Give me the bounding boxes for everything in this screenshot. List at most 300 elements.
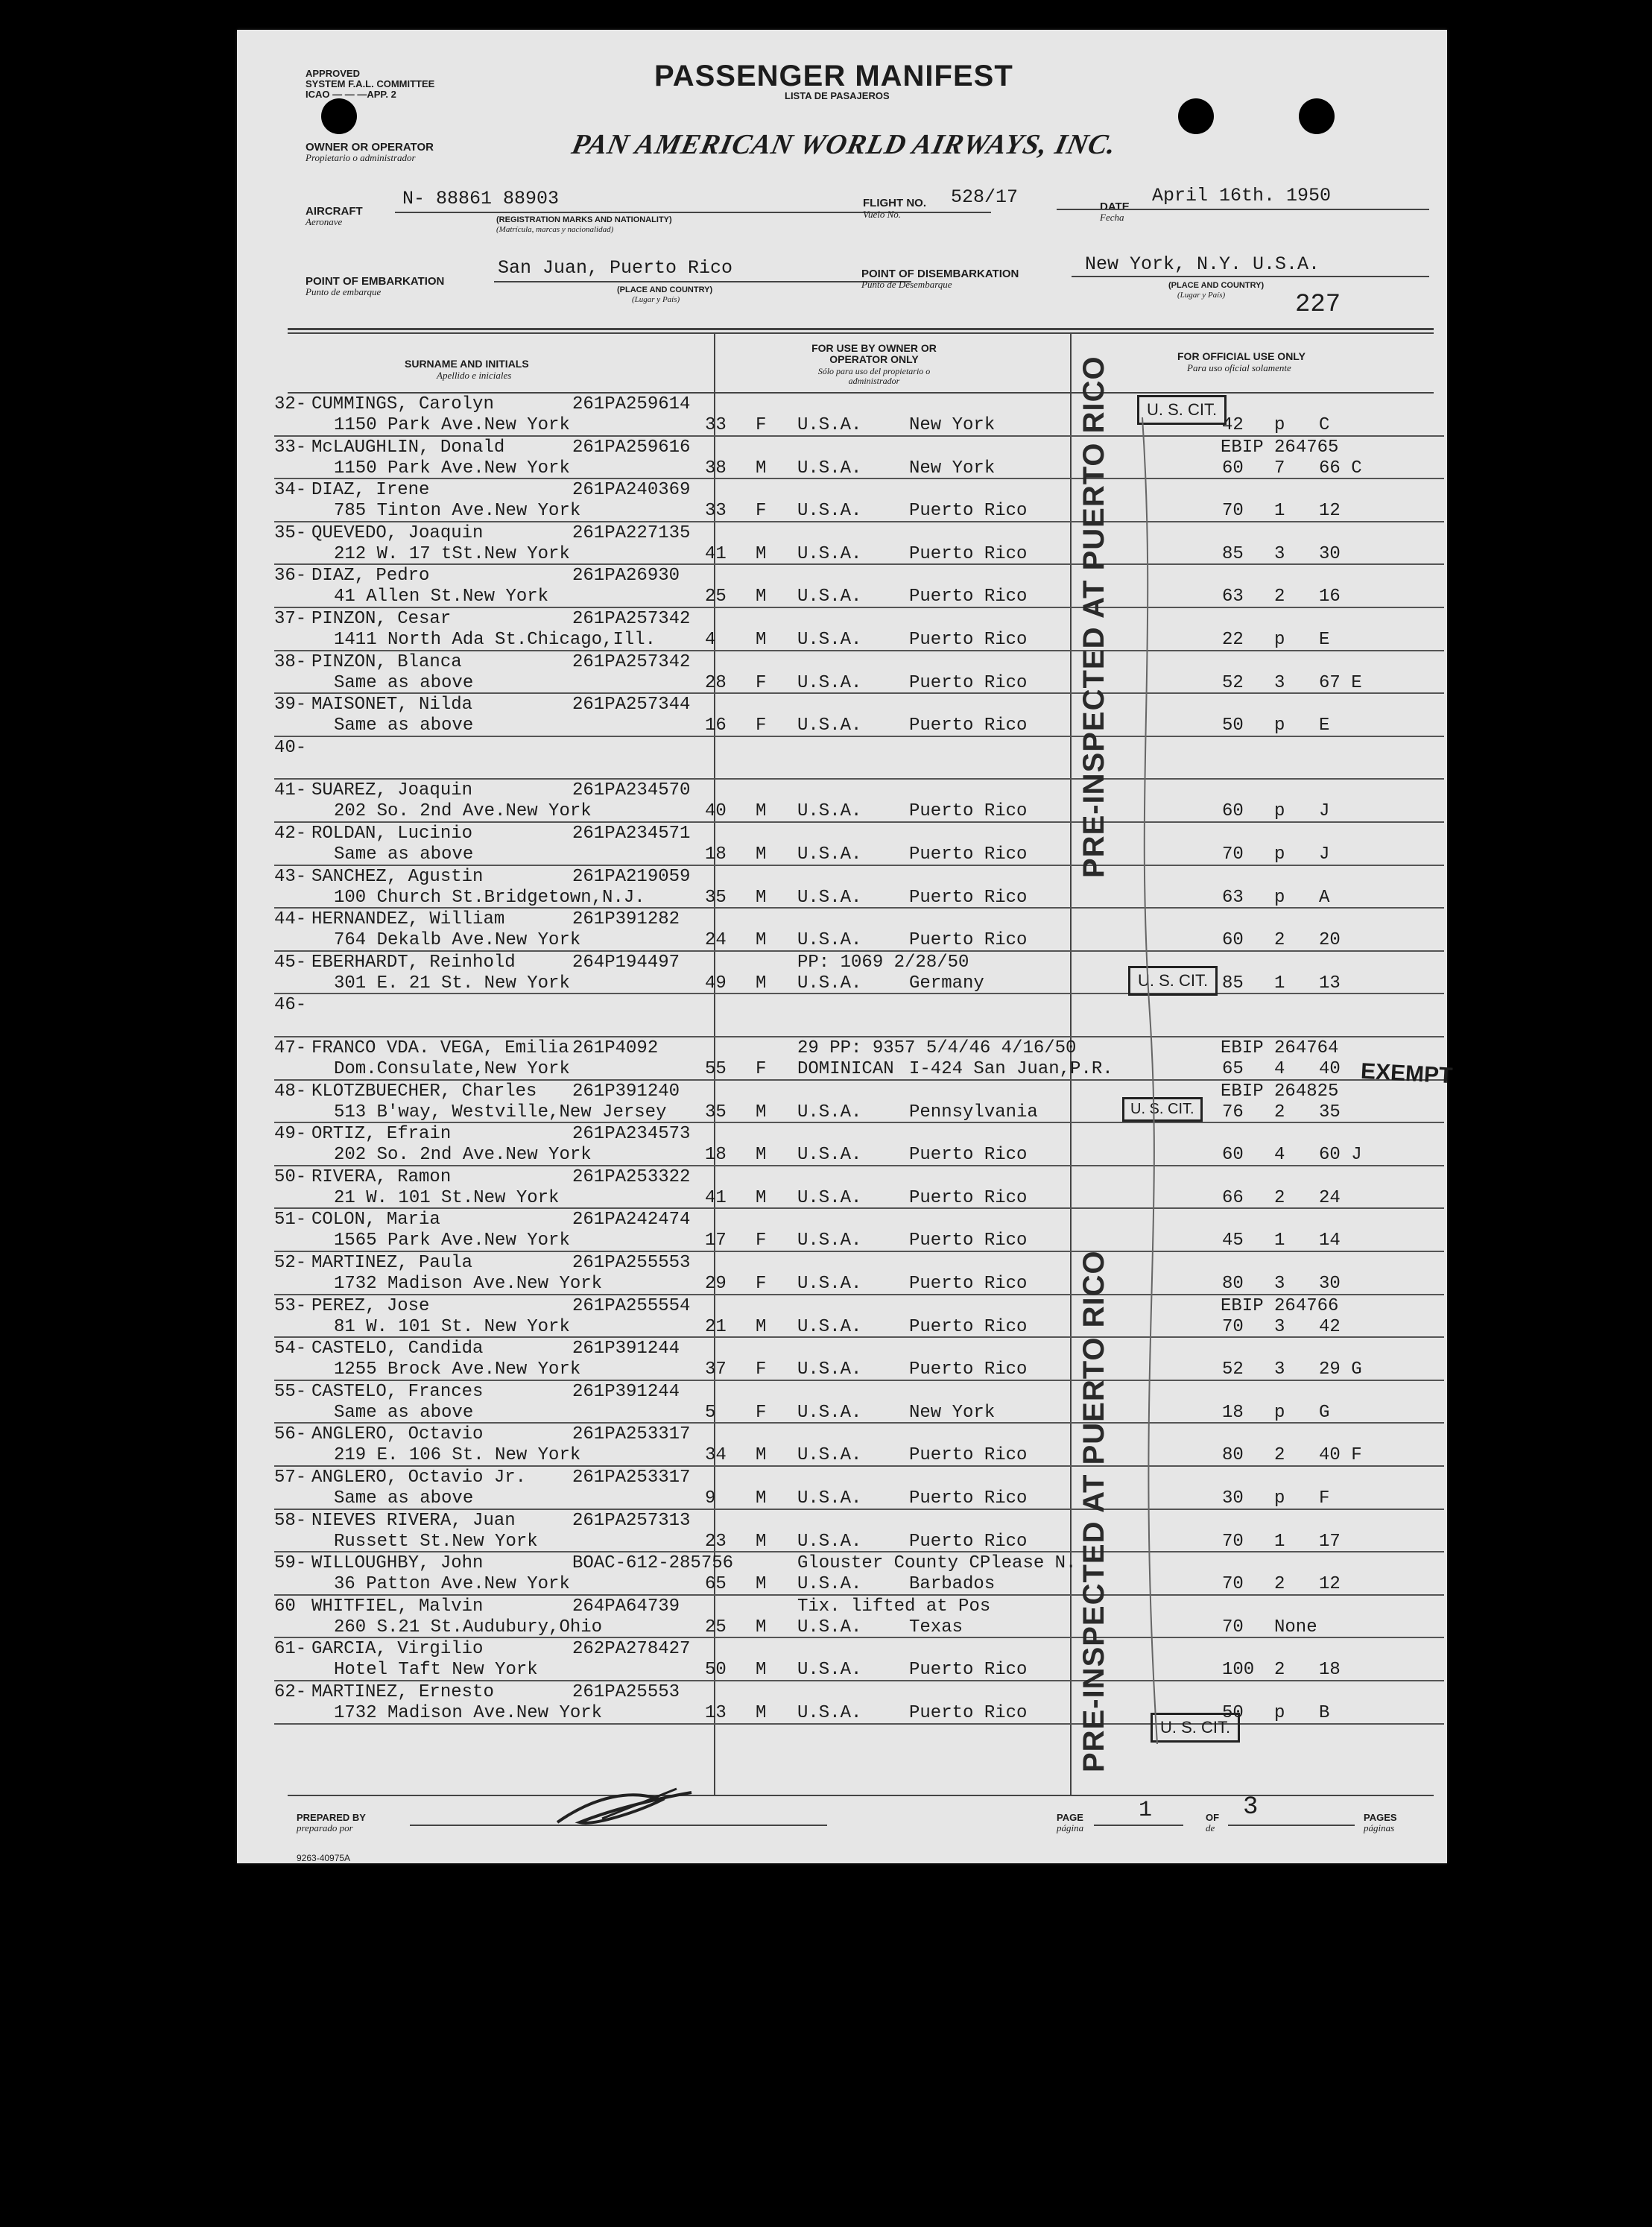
cell-a: 85 [1222,543,1244,564]
cell-sex: M [756,1531,767,1552]
cell-age: 25 [705,1617,727,1637]
cell-nat: U.S.A. [797,1574,862,1595]
cell-c: 14 [1319,1231,1341,1251]
cell-b: p [1274,844,1285,865]
flight-label: FLIGHT NO. [863,197,926,209]
cell-dest: Puerto Rico [909,1660,1028,1681]
cell-no: 60 [274,1596,296,1617]
cell-sex: M [756,1488,767,1509]
cell-b: 1 [1274,973,1285,994]
cell-age: 41 [705,543,727,564]
cell-sex: M [756,1187,767,1208]
signature [550,1781,699,1833]
table-row [237,1252,1447,1295]
cell-b: 3 [1274,1359,1285,1380]
cell-age: 34 [705,1445,727,1466]
cell-a: 70 [1222,501,1244,522]
icao-label: ICAO — — —APP. 2 [306,89,396,100]
cell-b: p [1274,1703,1285,1723]
cell-addr: 202 So. 2nd Ave.New York [334,801,592,822]
table-row [237,394,1447,436]
cell-c: 40 [1319,1059,1341,1079]
table-row [237,1123,1447,1166]
cell-sex: M [756,1316,767,1337]
cell-addr: 1732 Madison Ave.New York [334,1274,603,1294]
cell-age: 17 [705,1231,727,1251]
cell-note: PP: 1069 2/28/50 [797,952,969,973]
cell-b: 2 [1274,1187,1285,1208]
cell-dest: New York [909,458,996,478]
cell-b: 2 [1274,930,1285,951]
cell-note: 29 PP: 9357 5/4/46 4/16/50 [797,1038,1077,1058]
cell-sex: F [756,1402,767,1423]
cell-age: 24 [705,930,727,951]
flight-label-es: Vuelo No. [863,209,902,220]
cell-addr: Russett St.New York [334,1531,538,1552]
cell-ticket: 261PA25553 [572,1682,680,1702]
cell-age: 29 [705,1274,727,1294]
cell-age: 49 [705,973,727,994]
cell-b: p [1274,716,1285,736]
cell-b: 3 [1274,672,1285,693]
cell-sex: F [756,672,767,693]
cell-a: 30 [1222,1488,1244,1509]
cell-b: 3 [1274,1316,1285,1337]
cell-nat: U.S.A. [797,1402,862,1423]
cell-nat: U.S.A. [797,1231,862,1251]
cell-ticket: 261PA253317 [572,1468,691,1488]
cell-dest: Puerto Rico [909,501,1028,522]
cell-b: 2 [1274,1102,1285,1122]
of-label-es: de [1206,1822,1215,1833]
cell-c: 13 [1319,973,1341,994]
cell-ticket: 261PA219059 [572,866,691,887]
cell-addr: 764 Dekalb Ave.New York [334,930,581,951]
cell-ticket: 261PA227135 [572,522,691,543]
cell-ticket: 261PA257342 [572,609,691,629]
cell-addr: 21 W. 101 St.New York [334,1187,560,1208]
cell-name: PINZON, Cesar [311,609,452,629]
table-row [237,866,1447,909]
cell-age: 33 [705,501,727,522]
cell-a: 70 [1222,1531,1244,1552]
cell-no: 33- [274,437,307,458]
cell-ticket: BOAC-612-285756 [572,1553,734,1574]
cell-no: 56- [274,1424,307,1445]
table-row [237,479,1447,522]
cell-sex: M [756,1574,767,1595]
cell-age: 35 [705,1102,727,1122]
cell-b: 1 [1274,501,1285,522]
cell-no: 35- [274,522,307,543]
cell-dest: Puerto Rico [909,543,1028,564]
approved-label: APPROVED [306,68,360,79]
cell-a: 70 [1222,844,1244,865]
cell-dest: Puerto Rico [909,1316,1028,1337]
cell-ticket: 261P391240 [572,1081,680,1102]
date-label: DATE [1100,200,1130,213]
cell-age: 40 [705,801,727,822]
cell-nat: U.S.A. [797,1617,862,1637]
cell-a: 63 [1222,587,1244,607]
cell-nat: U.S.A. [797,887,862,908]
cell-no: 37- [274,609,307,629]
cell-nat: U.S.A. [797,1274,862,1294]
cell-nat: U.S.A. [797,458,862,478]
cell-ticket: 261PA257344 [572,695,691,716]
cell-c: 40 F [1319,1445,1362,1466]
cell-name: McLAUGHLIN, Donald [311,437,505,458]
cell-no: 61- [274,1639,307,1660]
cell-age: 5 [705,1402,716,1423]
cell-a: 45 [1222,1231,1244,1251]
disembark-value: New York, N.Y. U.S.A. [1085,253,1320,275]
cell-name: CUMMINGS, Carolyn [311,394,494,414]
cell-nat: U.S.A. [797,415,862,435]
cell-dest: Pennsylvania [909,1102,1038,1122]
cell-dest: Puerto Rico [909,1187,1028,1208]
cell-a: 52 [1222,1359,1244,1380]
cell-no: 59- [274,1553,307,1574]
page-label-es: página [1057,1822,1084,1833]
operator-name: PAN AMERICAN WORLD AIRWAYS, INC. [569,129,1120,160]
table-row [237,608,1447,651]
cell-c: C [1319,415,1330,435]
cell-nat: U.S.A. [797,1660,862,1681]
cell-a: 22 [1222,630,1244,650]
cell-a: 80 [1222,1274,1244,1294]
table-row [237,1552,1447,1595]
disembark-label: POINT OF DISEMBARKATION [861,268,1019,280]
cell-dest: I-424 San Juan,P.R. [909,1059,1113,1079]
cell-addr: 100 Church St.Bridgetown,N.J. [334,887,645,908]
cell-age: 33 [705,415,727,435]
cell-addr: 219 E. 106 St. New York [334,1445,581,1466]
pages-label: PAGES [1364,1812,1397,1823]
cell-sex: M [756,630,767,650]
cell-name: SUAREZ, Joaquin [311,780,473,801]
cell-dest: Puerto Rico [909,1274,1028,1294]
cell-ticket: 261PA255553 [572,1253,691,1273]
cell-nat: U.S.A. [797,1187,862,1208]
cell-b: 7 [1274,458,1285,478]
cell-addr: 202 So. 2nd Ave.New York [334,1145,592,1166]
cell-sex: F [756,716,767,736]
cell-nat: U.S.A. [797,501,862,522]
cell-sex: M [756,543,767,564]
cell-b: 4 [1274,1059,1285,1079]
cell-ticket: 261P391244 [572,1381,680,1402]
punch-hole [1299,98,1335,134]
cell-sex: M [756,1703,767,1723]
cell-addr: 1150 Park Ave.New York [334,415,570,435]
cell-age: 55 [705,1059,727,1079]
column-header-surname: SURNAME AND INITIALS [405,358,529,370]
cell-no: 43- [274,866,307,887]
cell-dest: Puerto Rico [909,716,1028,736]
prepared-by-label-es: preparado por [297,1822,353,1833]
cell-c: 12 [1319,1574,1341,1595]
cell-c: E [1319,630,1330,650]
cell-no: 47- [274,1038,307,1058]
cell-name: COLON, Maria [311,1210,440,1231]
cell-no: 36- [274,566,307,587]
cell-sex: M [756,973,767,994]
cell-no: 62- [274,1682,307,1702]
cell-nat: U.S.A. [797,716,862,736]
cell-c: 18 [1319,1660,1341,1681]
cell-addr: Hotel Taft New York [334,1660,538,1681]
table-row [237,565,1447,607]
date-label-es: Fecha [1100,212,1124,223]
cell-age: 18 [705,1145,727,1166]
cell-addr: Same as above [334,844,474,865]
cell-addr: 1565 Park Ave.New York [334,1231,570,1251]
cell-name: KLOTZBUECHER, Charles [311,1081,537,1102]
cell-dest: Puerto Rico [909,1488,1028,1509]
cell-a: 66 [1222,1187,1244,1208]
cell-sex: M [756,930,767,951]
cell-b: 4 [1274,1145,1285,1166]
cell-dest: Puerto Rico [909,887,1028,908]
punch-hole [1178,98,1214,134]
form-code: 9263-40975A [297,1853,351,1863]
table-row [237,780,1447,822]
manifest-page [237,30,1454,1863]
column-header-owner-use: FOR USE BY OWNER OR OPERATOR ONLY [811,342,937,365]
table-row [237,823,1447,865]
cell-dest: Puerto Rico [909,930,1028,951]
cell-sex: M [756,801,767,822]
table-row [237,1166,1447,1209]
cell-name: MARTINEZ, Ernesto [311,1682,494,1702]
cell-sex: M [756,887,767,908]
cell-addr: Dom.Consulate,New York [334,1059,570,1079]
cell-addr: 1411 North Ada St.Chicago,Ill. [334,630,656,650]
column-header-surname-es: Apellido e iniciales [437,370,512,381]
cell-dest: Puerto Rico [909,1145,1028,1166]
cell-ticket: 261PA26930 [572,566,680,587]
aircraft-label: AIRCRAFT [306,205,363,218]
cell-dest: Puerto Rico [909,672,1028,693]
cell-name: FRANCO VDA. VEGA, Emilia [311,1038,569,1058]
cell-a: 60 [1222,458,1244,478]
cell-name: HERNANDEZ, William [311,909,505,930]
cell-age: 13 [705,1703,727,1723]
cell-name: ORTIZ, Efrain [311,1124,452,1145]
cell-ebip: EBIP 264764 [1221,1038,1339,1058]
cell-ebip: EBIP 264765 [1221,437,1339,458]
cell-a: 60 [1222,930,1244,951]
cell-age: 9 [705,1488,716,1509]
table-row [237,1295,1447,1338]
cell-age: 16 [705,716,727,736]
cell-no: 51- [274,1210,307,1231]
table-row [237,522,1447,565]
cell-nat: DOMINICAN [797,1059,894,1079]
table-row [237,1209,1447,1251]
cell-b: p [1274,630,1285,650]
cell-nat: U.S.A. [797,1316,862,1337]
aircraft-value: N- 88861 88903 [402,188,560,209]
cell-addr: 1255 Brock Ave.New York [334,1359,581,1380]
cell-no: 45- [274,952,307,973]
us-cit-stamp: U. S. CIT. [1122,1097,1203,1122]
cell-name: MAISONET, Nilda [311,695,473,716]
cell-dest: Puerto Rico [909,1703,1028,1723]
cell-a: 60 [1222,801,1244,822]
pencil-line [1127,417,1172,1744]
cell-no: 46- [274,995,307,1016]
cell-nat: U.S.A. [797,672,862,693]
cell-no: 39- [274,695,307,716]
cell-c: 29 G [1319,1359,1362,1380]
cell-ticket: 261P4092 [572,1038,659,1058]
table-row [237,952,1447,994]
cell-c: 67 E [1319,672,1362,693]
us-cit-stamp: U. S. CIT. [1137,395,1227,425]
cell-b: p [1274,415,1285,435]
cell-b: p [1274,801,1285,822]
cell-no: 32- [274,394,307,414]
cell-addr: 81 W. 101 St. New York [334,1316,570,1337]
cell-ticket: 261P391282 [572,909,680,930]
cell-c: F [1319,1488,1330,1509]
cell-name: DIAZ, Pedro [311,566,430,587]
embark-label: POINT OF EMBARKATION [306,275,445,288]
cell-nat: U.S.A. [797,801,862,822]
table-row [237,994,1447,1037]
cell-addr: Same as above [334,716,474,736]
row-rule [274,1723,1444,1725]
table-row [237,1638,1447,1681]
cell-c: 12 [1319,501,1341,522]
cell-sex: F [756,415,767,435]
preinspected-stamp: PRE-INSPECTED AT PUERTO RICO [1077,1250,1110,1772]
cell-c: 30 [1319,543,1341,564]
table-row [237,437,1447,479]
table-row [237,1338,1447,1380]
table-row [237,694,1447,736]
cell-b: 3 [1274,543,1285,564]
cell-c: 66 C [1319,458,1362,478]
cell-sex: M [756,1660,767,1681]
cell-age: 37 [705,1359,727,1380]
column-header-official-use-es: Para uso oficial solamente [1187,362,1291,373]
cell-dest: Puerto Rico [909,844,1028,865]
page-number: 227 [1295,291,1341,319]
cell-name: CASTELO, Frances [311,1381,484,1402]
cell-dest: Puerto Rico [909,1231,1028,1251]
date-value: April 16th. 1950 [1152,185,1332,206]
cell-b: 1 [1274,1531,1285,1552]
table-row [237,1467,1447,1509]
prepared-by-label: PREPARED BY [297,1812,366,1823]
cell-age: 35 [705,887,727,908]
cell-sex: F [756,1274,767,1294]
cell-name: CASTELO, Candida [311,1339,484,1359]
cell-a: 18 [1222,1402,1244,1423]
cell-c: G [1319,1402,1330,1423]
cell-b: p [1274,1402,1285,1423]
cell-name: PINZON, Blanca [311,651,462,672]
cell-b: None [1274,1617,1317,1637]
cell-a: 70 [1222,1316,1244,1337]
cell-no: 48- [274,1081,307,1102]
registration-label-es: (Matrícula, marcas y nacionalidad) [496,225,614,234]
cell-addr: 260 S.21 St.Audubury,Ohio [334,1617,603,1637]
preinspected-stamp: PRE-INSPECTED AT PUERTO RICO [1077,356,1110,878]
cell-nat: U.S.A. [797,1359,862,1380]
cell-no: 55- [274,1381,307,1402]
cell-name: WILLOUGHBY, John [311,1553,484,1574]
of-label: OF [1206,1812,1220,1823]
cell-no: 54- [274,1339,307,1359]
cell-c: 17 [1319,1531,1341,1552]
cell-ticket: 261PA255554 [572,1295,691,1316]
place-label-2: (PLACE AND COUNTRY) [1168,281,1265,290]
cell-b: 2 [1274,1445,1285,1466]
exempt-stamp: EXEMPT [1360,1058,1454,1089]
cell-dest: Puerto Rico [909,801,1028,822]
table-row [237,651,1447,694]
cell-sex: M [756,458,767,478]
cell-dest: Puerto Rico [909,1531,1028,1552]
cell-b: 2 [1274,1574,1285,1595]
cell-sex: F [756,1059,767,1079]
cell-addr: 785 Tinton Ave.New York [334,501,581,522]
cell-dest: Puerto Rico [909,587,1028,607]
cell-ebip: EBIP 264825 [1221,1081,1339,1102]
registration-label: (REGISTRATION MARKS AND NATIONALITY) [496,215,672,224]
cell-sex: M [756,844,767,865]
cell-age: 23 [705,1531,727,1552]
cell-note: Tix. lifted at Pos [797,1596,991,1617]
table-row [237,1510,1447,1552]
cell-addr: 1732 Madison Ave.New York [334,1703,603,1723]
cell-dest: Germany [909,973,984,994]
cell-ebip: EBIP 264766 [1221,1295,1339,1316]
cell-ticket: 261PA259614 [572,394,691,414]
place-label: (PLACE AND COUNTRY) [617,285,713,294]
cell-addr: Same as above [334,1488,474,1509]
cell-dest: New York [909,1402,996,1423]
cell-a: 70 [1222,1574,1244,1595]
cell-ticket: 264PA64739 [572,1596,680,1617]
cell-no: 50- [274,1166,307,1187]
cell-no: 40- [274,737,307,758]
cell-addr: 212 W. 17 tSt.New York [334,543,570,564]
cell-c: 35 [1319,1102,1341,1122]
cell-nat: U.S.A. [797,1145,862,1166]
cell-c: J [1319,801,1330,822]
cell-addr: 1150 Park Ave.New York [334,458,570,478]
table-row [237,1037,1447,1080]
pages-value: 3 [1243,1793,1259,1822]
committee-label: SYSTEM F.A.L. COMMITTEE [306,78,435,89]
cell-name: PEREZ, Jose [311,1295,430,1316]
cell-sex: M [756,587,767,607]
cell-addr: 36 Patton Ave.New York [334,1574,570,1595]
cell-b: p [1274,887,1285,908]
cell-sex: F [756,501,767,522]
cell-dest: Barbados [909,1574,996,1595]
cell-age: 41 [705,1187,727,1208]
cell-b: 2 [1274,1660,1285,1681]
cell-nat: U.S.A. [797,543,862,564]
cell-a: 60 [1222,1145,1244,1166]
cell-b: 2 [1274,587,1285,607]
